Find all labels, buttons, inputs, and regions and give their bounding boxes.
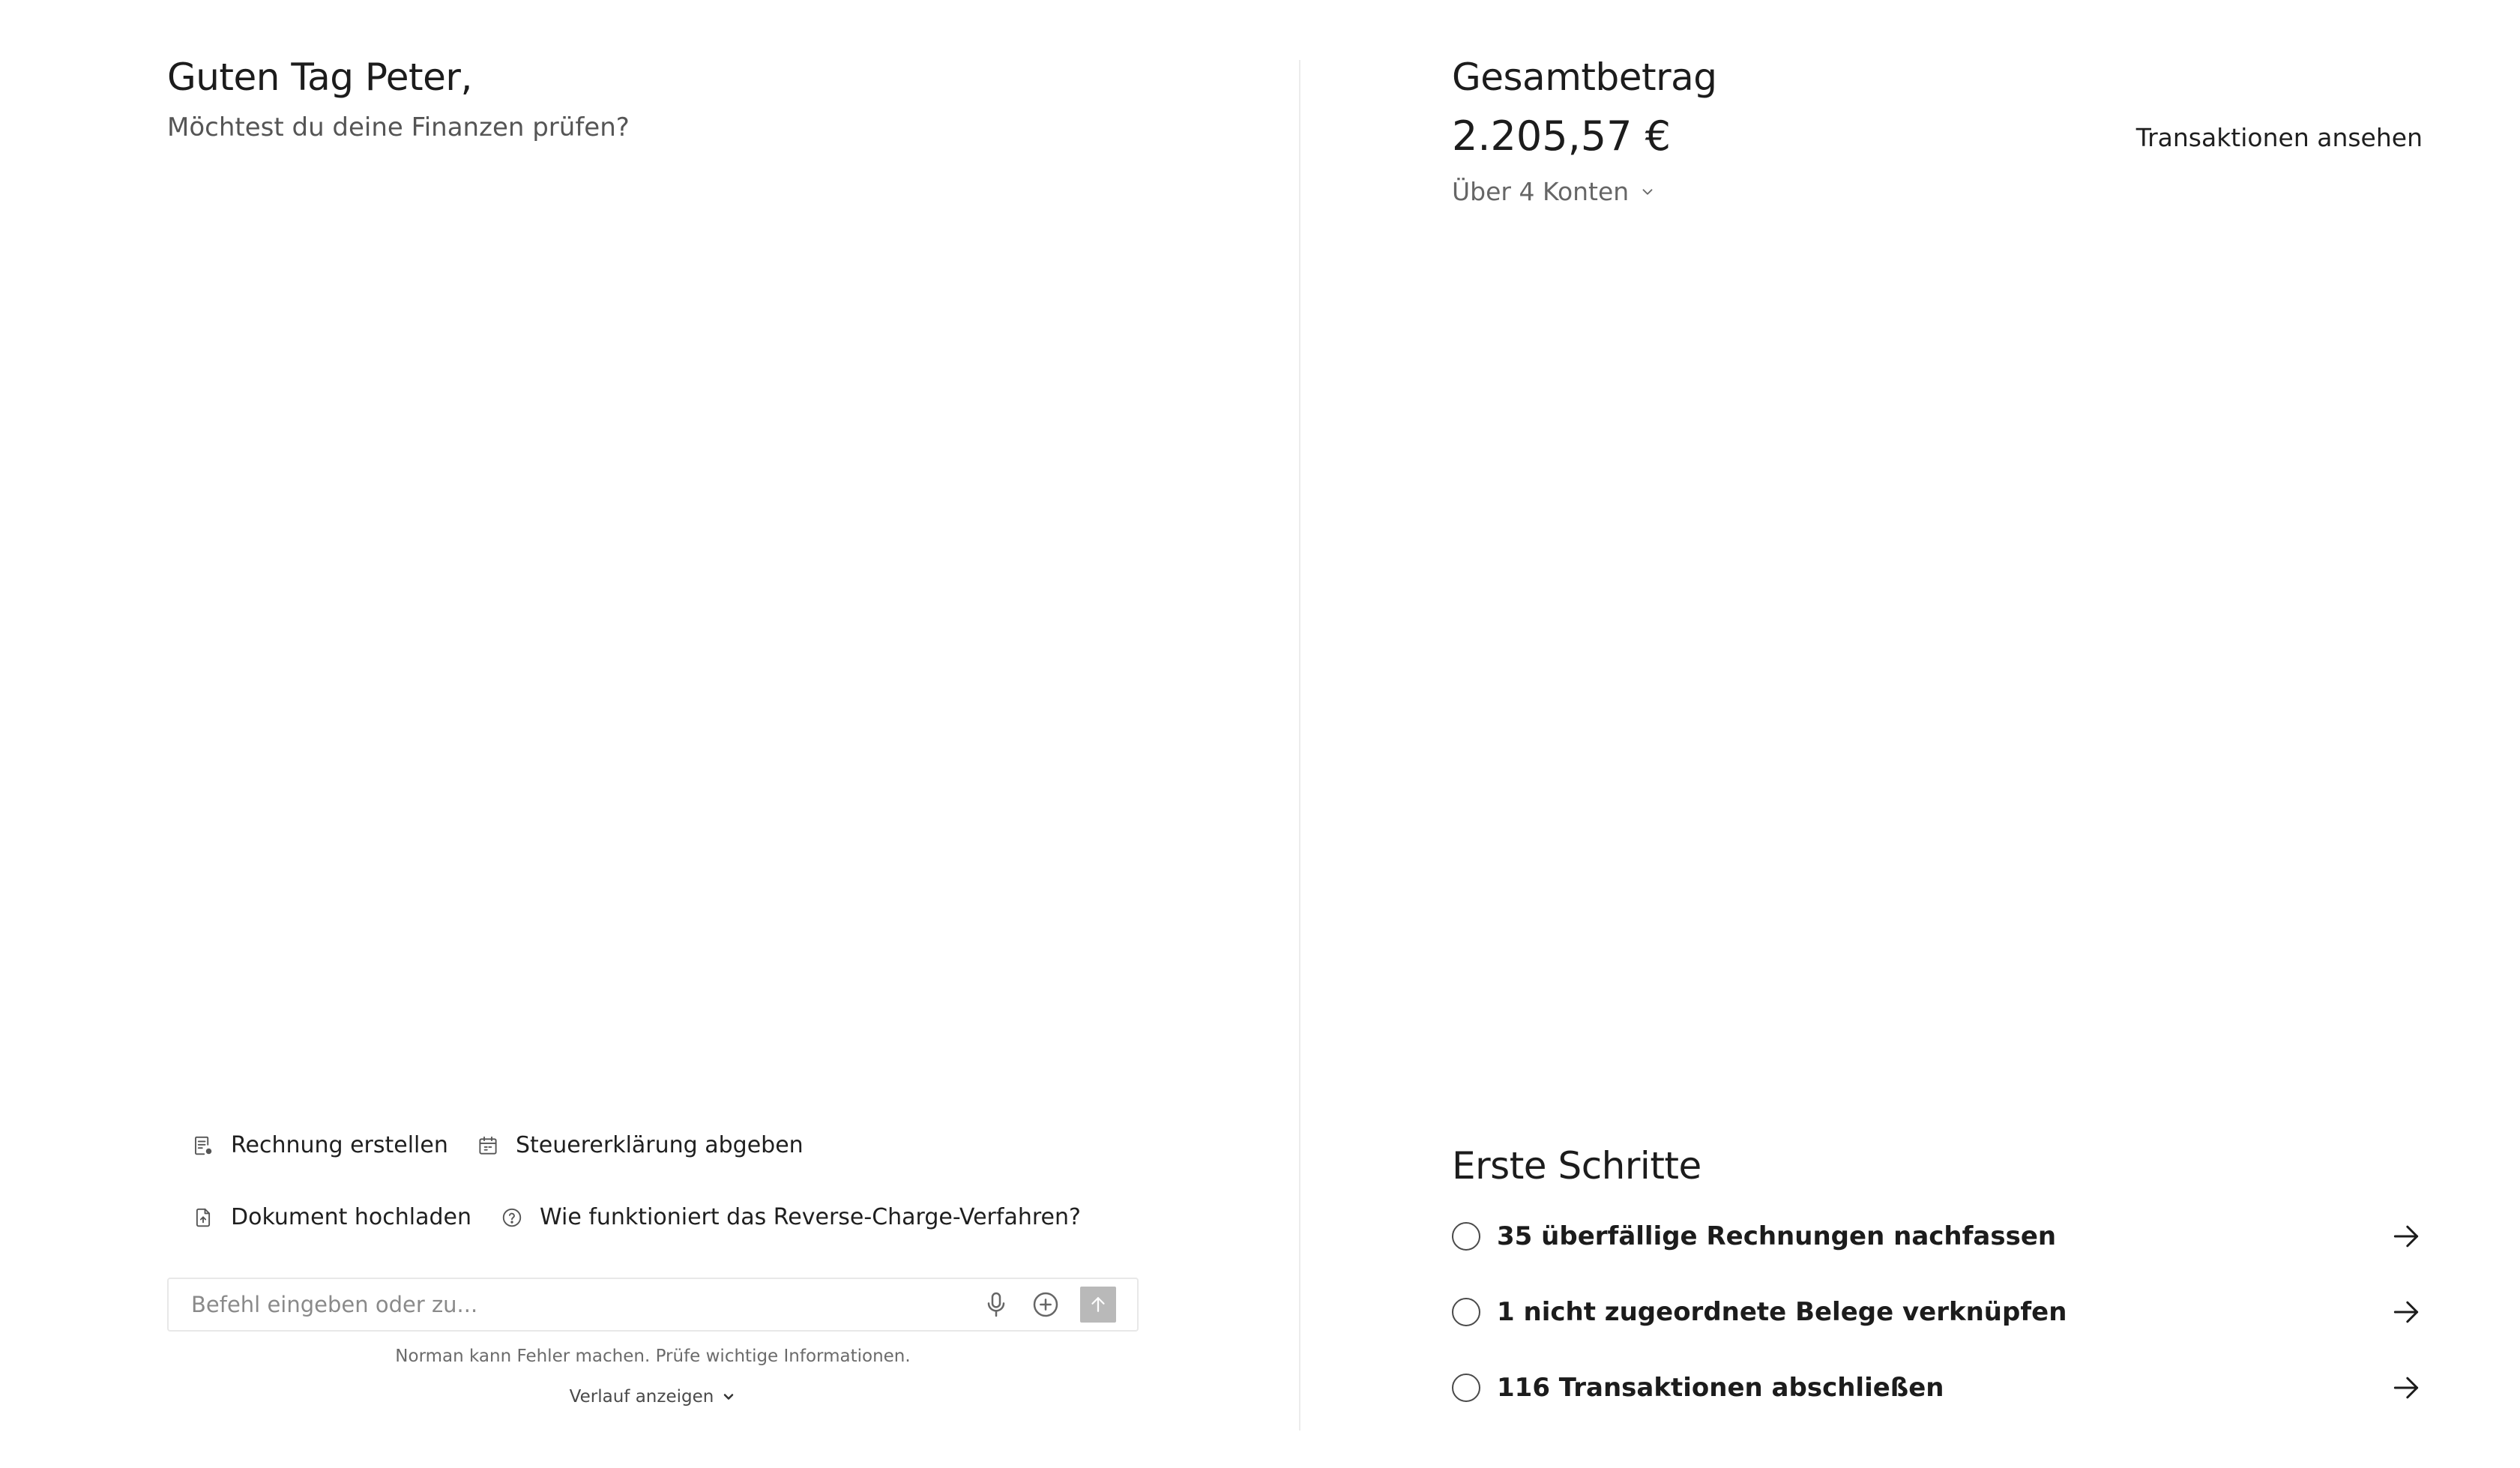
arrow-right-icon[interactable] — [2390, 1371, 2423, 1404]
command-bar — [167, 1278, 1139, 1332]
step-checkbox[interactable] — [1452, 1374, 1480, 1402]
help-circle-icon — [501, 1206, 523, 1229]
send-button[interactable] — [1080, 1287, 1116, 1323]
step-label: 116 Transaktionen abschließen — [1497, 1373, 1944, 1403]
first-step-item[interactable] — [1452, 1365, 2423, 1410]
suggestion-label: Rechnung erstellen — [231, 1132, 448, 1158]
suggestion-upload-document[interactable] — [192, 1204, 471, 1230]
ai-disclaimer: Norman kann Fehler machen. Prüfe wichtige Informationen. — [395, 1347, 911, 1366]
plus-circle-icon — [1031, 1290, 1061, 1320]
view-transactions-link[interactable]: Transaktionen ansehen — [2135, 123, 2423, 152]
greeting-subtitle: Möchtest du deine Finanzen prüfen? — [167, 112, 630, 142]
history-toggle-label: Verlauf anzeigen — [569, 1387, 714, 1407]
chevron-down-icon — [721, 1389, 736, 1404]
attach-button[interactable] — [1028, 1287, 1064, 1323]
file-upload-icon — [192, 1206, 214, 1229]
suggestion-file-tax-return[interactable] — [477, 1132, 804, 1158]
suggestion-reverse-charge[interactable] — [501, 1204, 1081, 1230]
first-steps-title: Erste Schritte — [1452, 1144, 1701, 1188]
first-step-item[interactable] — [1452, 1290, 2423, 1335]
step-label: 35 überfällige Rechnungen nachfassen — [1497, 1221, 2057, 1251]
greeting-title: Guten Tag Peter, — [167, 55, 472, 99]
calendar-icon — [477, 1134, 499, 1157]
command-input[interactable] — [191, 1282, 965, 1327]
pane-divider — [1299, 60, 1300, 1431]
step-checkbox[interactable] — [1452, 1298, 1480, 1326]
suggestion-label: Steuererklärung abgeben — [516, 1132, 804, 1158]
accounts-label: Über 4 Konten — [1452, 177, 1630, 206]
balance-title: Gesamtbetrag — [1452, 55, 1717, 99]
chevron-down-icon — [1639, 184, 1656, 200]
arrow-right-icon[interactable] — [2390, 1220, 2423, 1253]
suggestion-label: Wie funktioniert das Reverse-Charge-Verfahren? — [540, 1204, 1081, 1230]
balance-amount: 2.205,57 € — [1452, 112, 1671, 160]
suggestion-label: Dokument hochladen — [231, 1204, 472, 1230]
suggestion-create-invoice[interactable] — [192, 1132, 448, 1158]
microphone-icon — [981, 1290, 1011, 1320]
step-label: 1 nicht zugeordnete Belege verknüpfen — [1497, 1297, 2067, 1327]
arrow-up-icon — [1087, 1293, 1109, 1316]
accounts-dropdown[interactable] — [1452, 177, 1656, 206]
first-step-item[interactable] — [1452, 1214, 2423, 1259]
microphone-button[interactable] — [978, 1287, 1014, 1323]
history-toggle[interactable] — [167, 1387, 1139, 1407]
step-checkbox[interactable] — [1452, 1222, 1480, 1251]
invoice-icon — [192, 1134, 214, 1157]
arrow-right-icon[interactable] — [2390, 1296, 2423, 1329]
